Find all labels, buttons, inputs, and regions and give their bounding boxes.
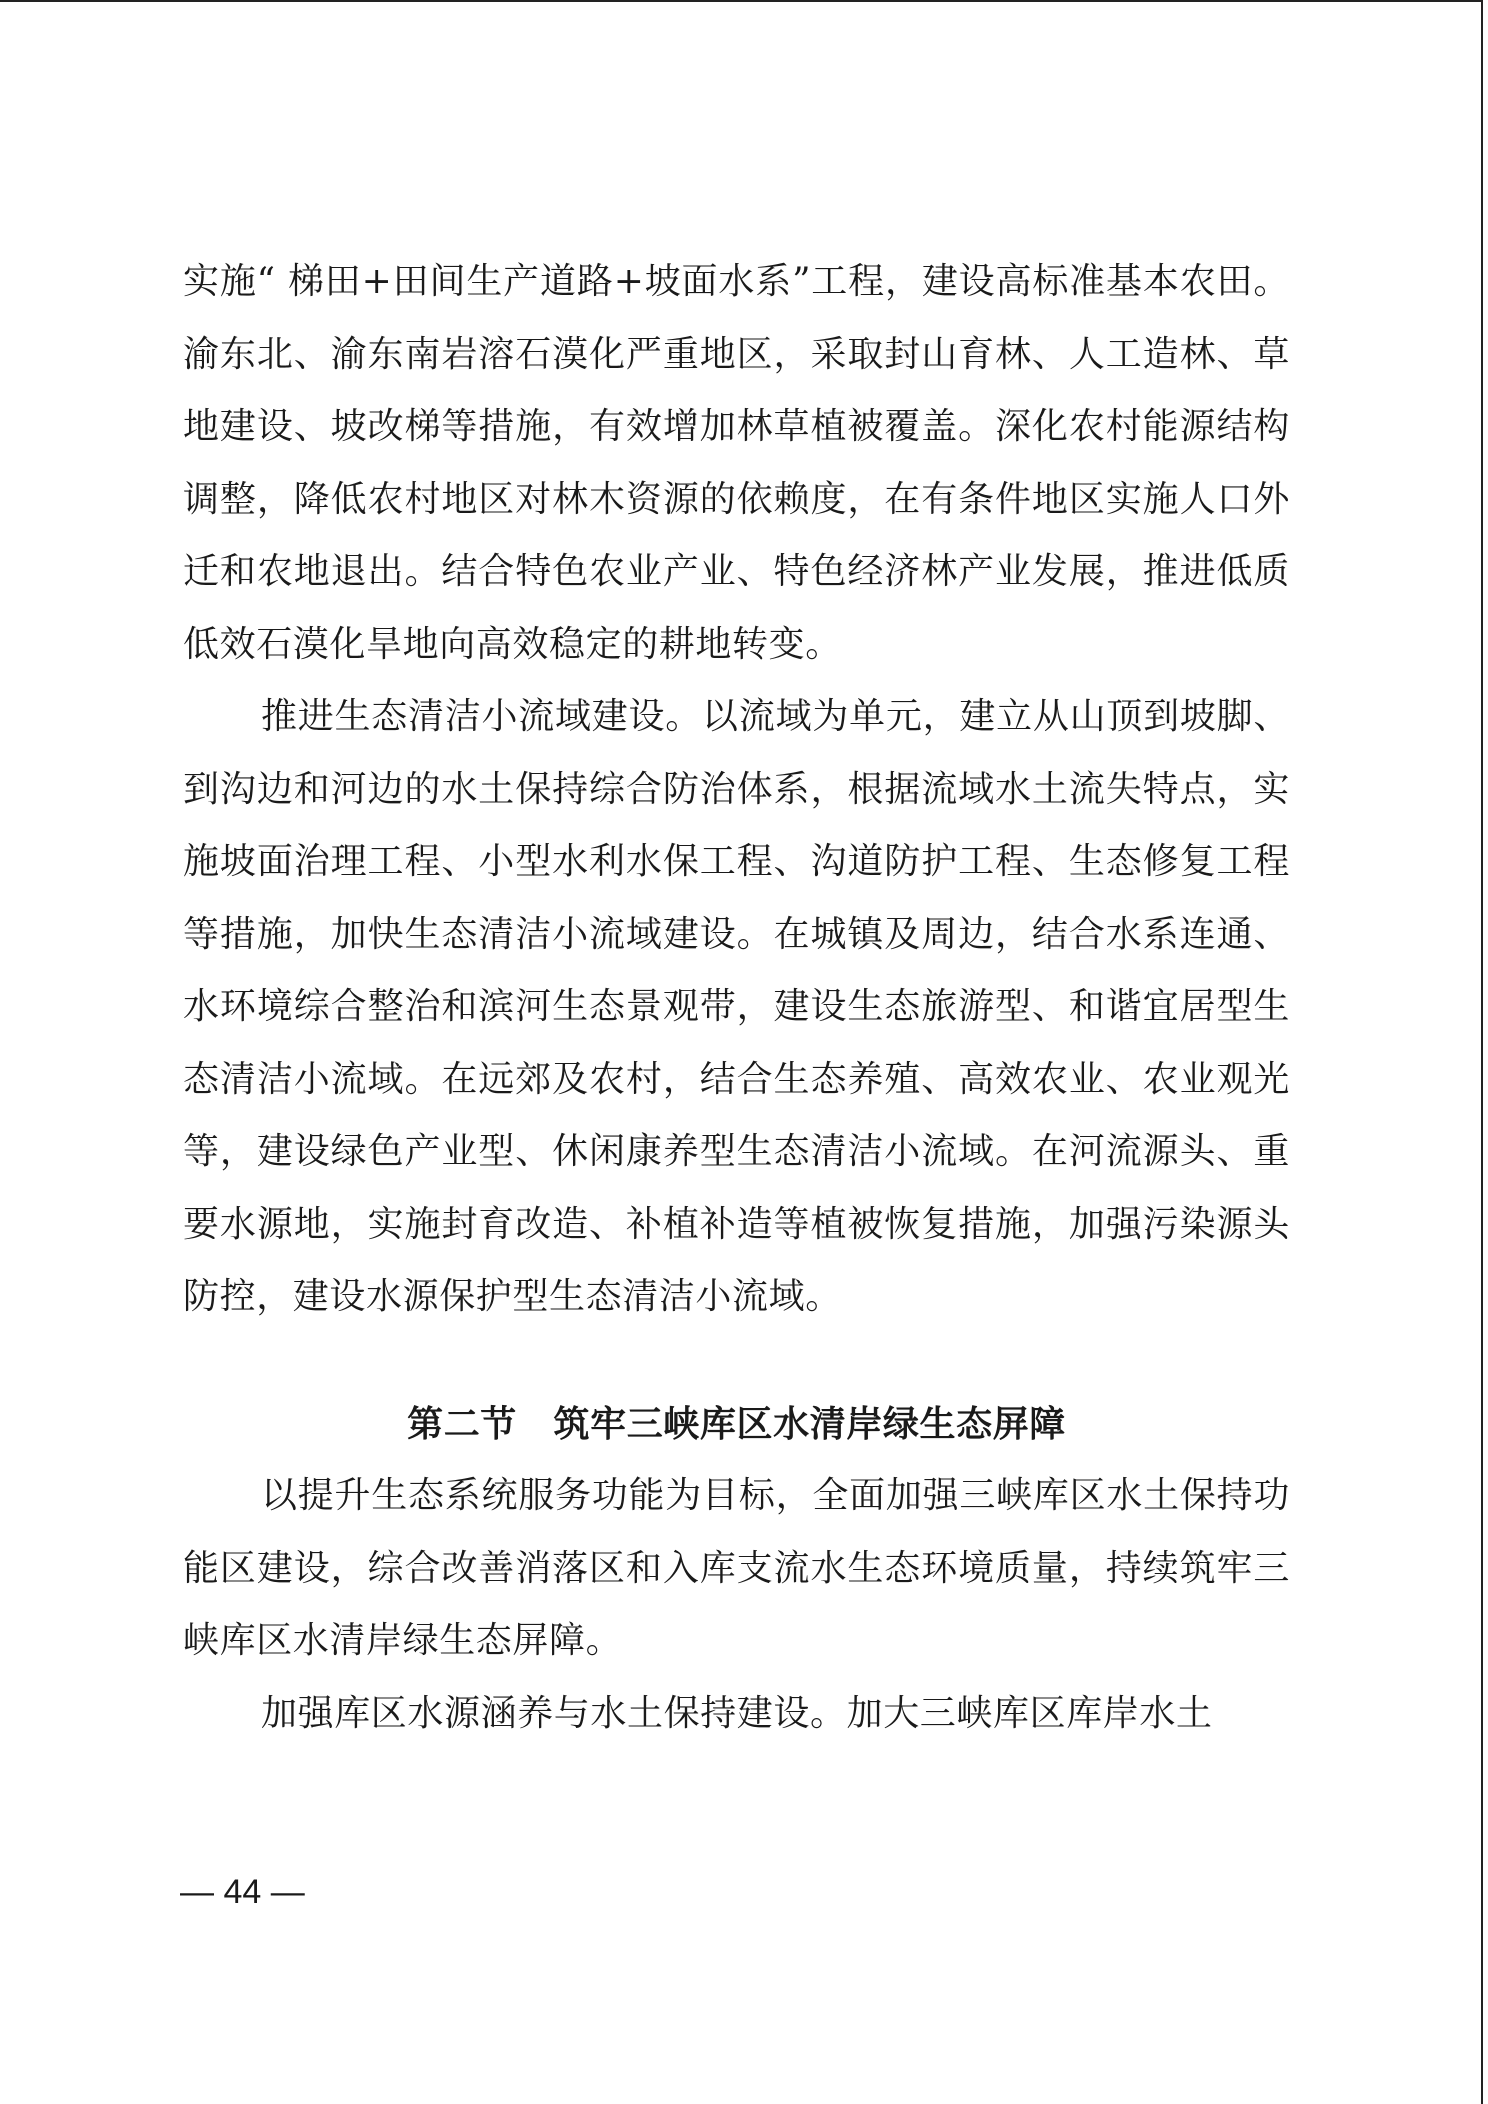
document-body xyxy=(183,246,1290,1750)
page-number: — 44 — xyxy=(180,1873,305,1911)
paragraph-clean-watershed: 推进生态清洁小流域建设。以流域为单元，建立从山顶到坡脚、到沟边和河边的水土保持综合防治体系，根据流域水土流失特点，实施坡面治理工程、小型水利水保工程、沟道防护工程、生态修复工程等措施，加快生态清洁小流域建设。在城镇及周边，结合水系连通、水环境综合整治和滨河生态景观带，建设生态旅游型、和谐宜居型生态清洁小流域。在远郊及农村，结合生态养殖、高效农业、农业观光等，建设绿色产业型、休闲康养型生态清洁小流域。在河流源头、重要水源地，实施封育改造、补植补造等植被恢复措施，加强污染源头防控，建设水源保护型生态清洁小流域。 xyxy=(183,696,1290,1317)
paragraph-water-conservation: 加强库区水源涵养与水土保持建设。加大三峡库区库岸水土 xyxy=(261,1692,1213,1734)
section-heading: 第二节 筑牢三峡库区水清岸绿生态屏障 xyxy=(407,1402,1066,1445)
paragraph-terrace-project: 实施“ 梯田+田间生产道路+坡面水系”工程，建设高标准基本农田。渝东北、渝东南岩溶石漠化严重地区，采取封山育林、人工造林、草地建设、坡改梯等措施，有效增加林草植被覆盖。深化农村能源结构调整，降低农村地区对林木资源的依赖度，在有条件地区实施人口外迁和农地退出。结合特色农业产业、特色经济林产业发展，推进低质低效石漠化旱地向高效稳定的耕地转变。 xyxy=(183,261,1290,665)
paragraph-section-intro: 以提升生态系统服务功能为目标，全面加强三峡库区水土保持功能区建设，综合改善消落区和入库支流水生态环境质量，持续筑牢三峡库区水清岸绿生态屏障。 xyxy=(183,1475,1290,1661)
